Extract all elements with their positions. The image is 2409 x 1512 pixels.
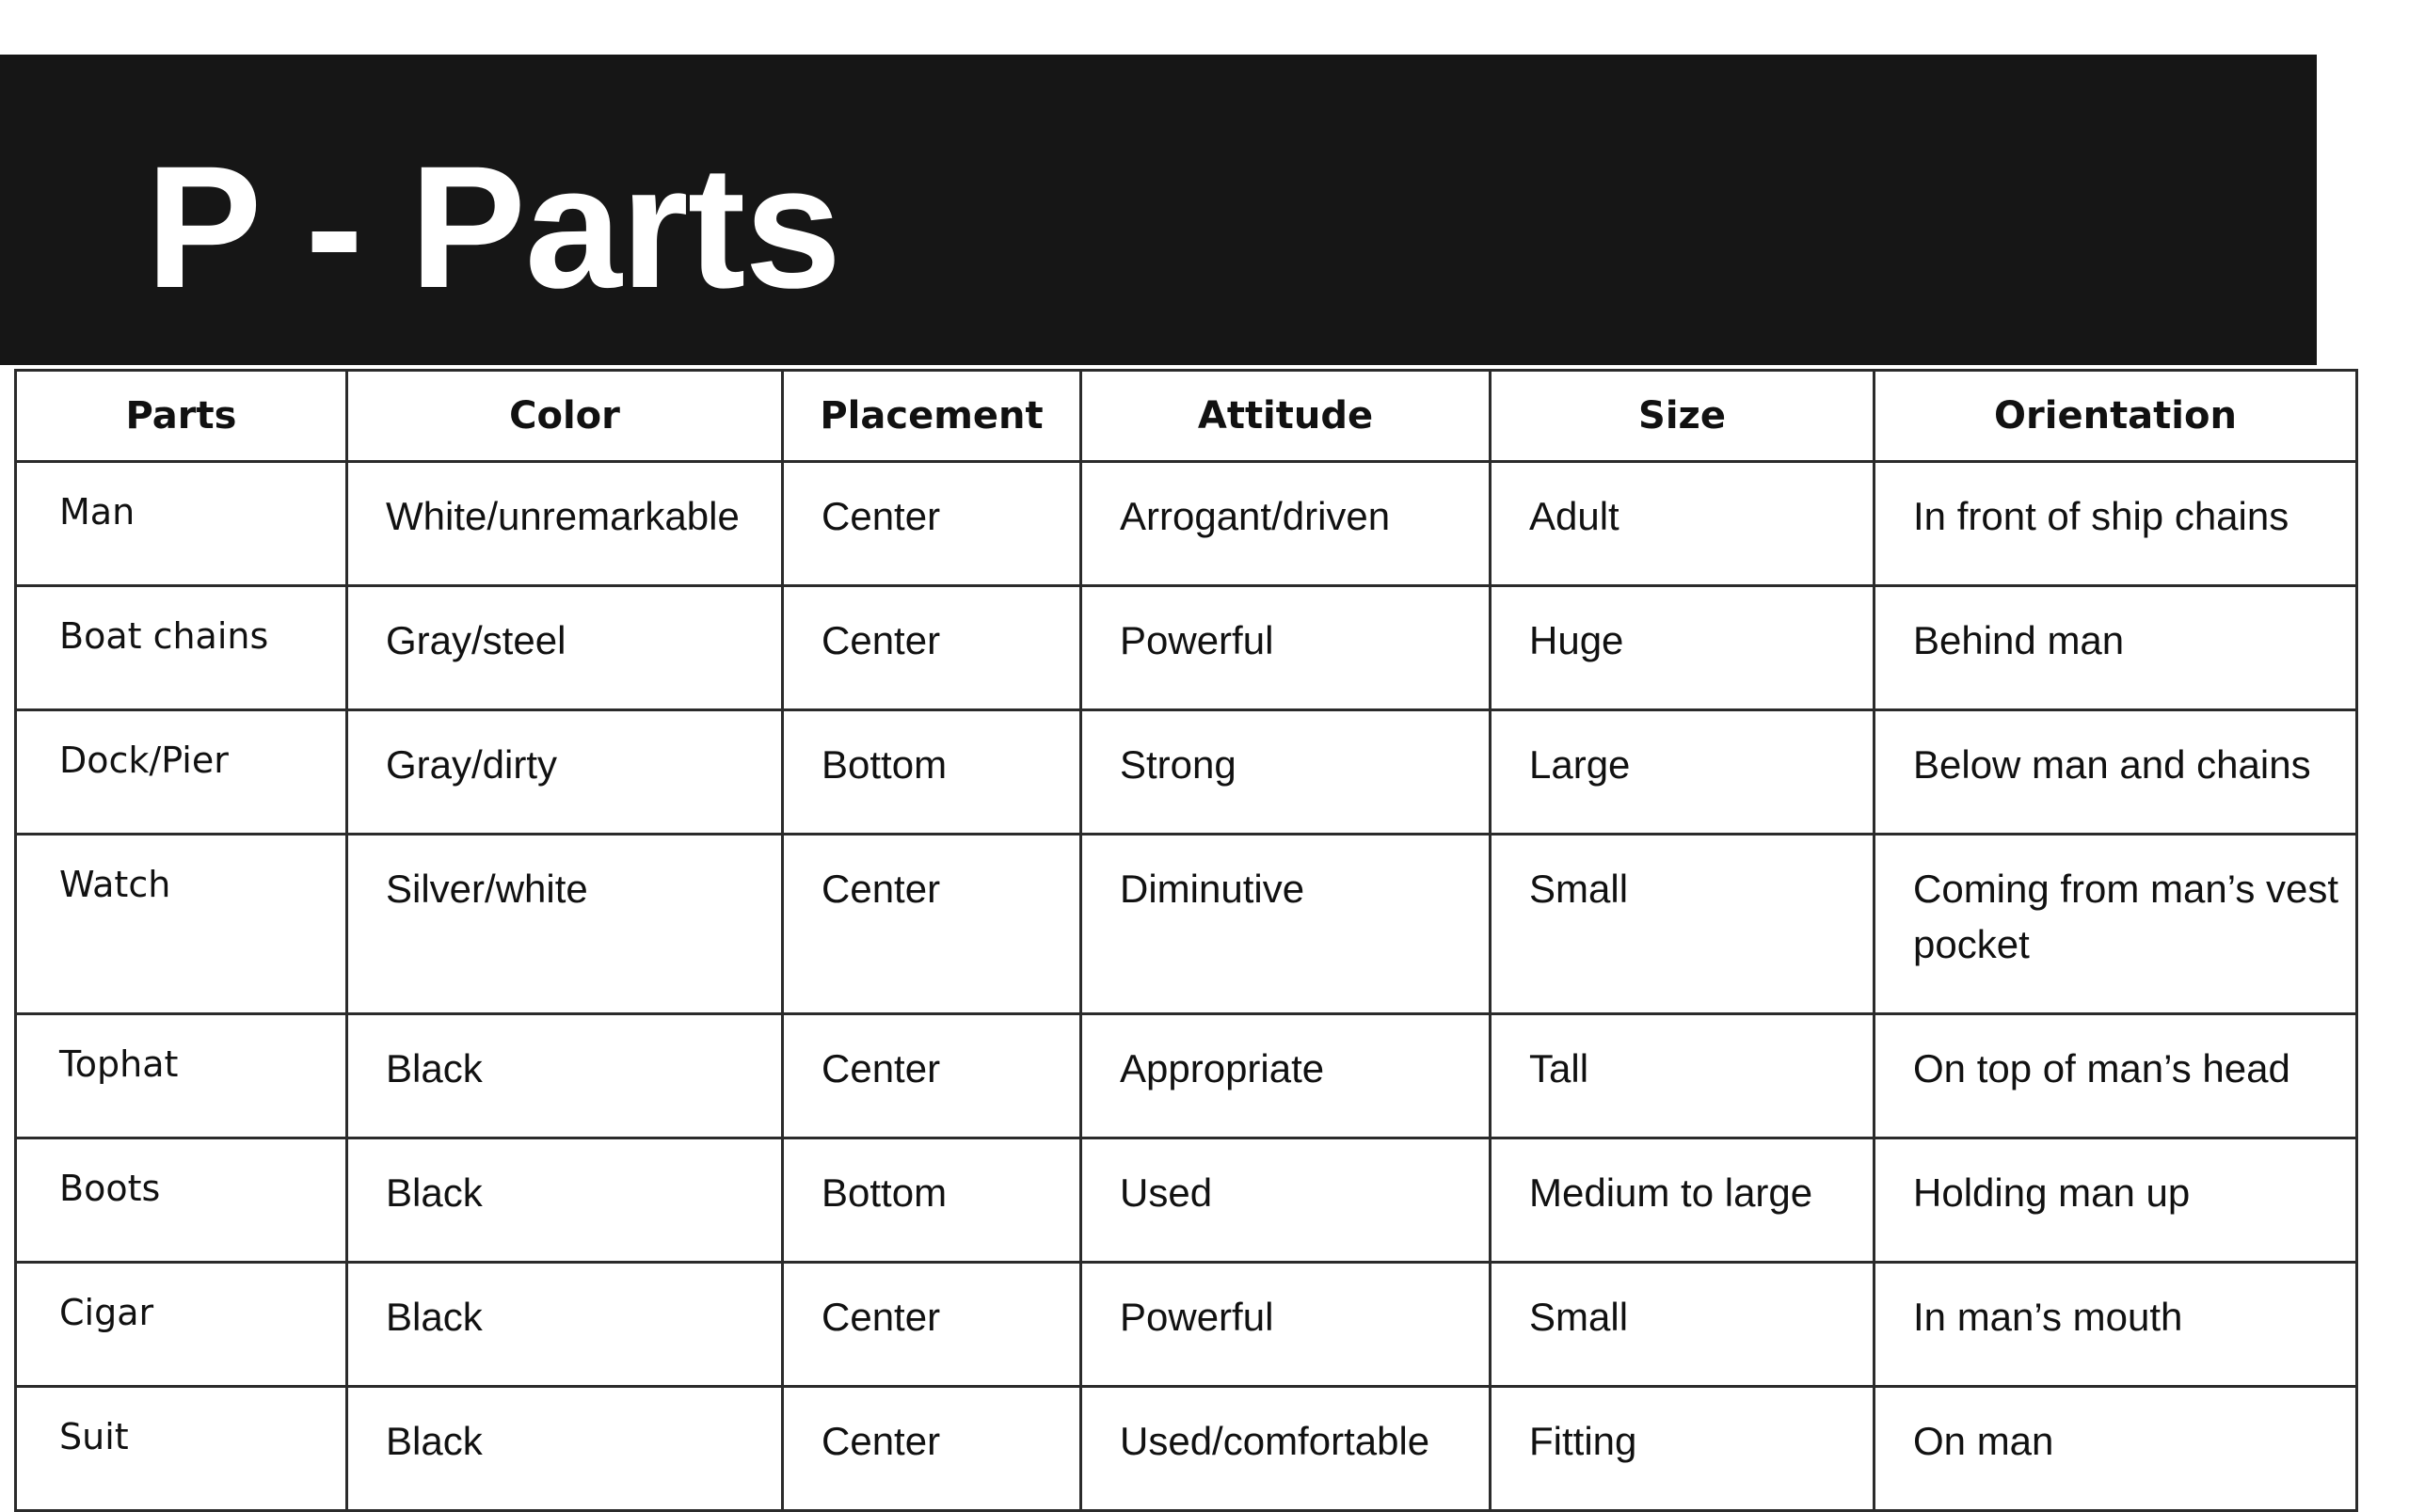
cell-part: Tophat — [16, 1014, 347, 1138]
cell-attitude: Used — [1081, 1138, 1491, 1263]
cell-color: Gray/dirty — [347, 710, 783, 835]
cell-attitude: Used/comfortable — [1081, 1387, 1491, 1511]
header-color: Color — [347, 371, 783, 462]
cell-color: Gray/steel — [347, 586, 783, 710]
cell-part: Cigar — [16, 1263, 347, 1387]
cell-placement: Center — [783, 835, 1081, 1014]
cell-placement: Center — [783, 586, 1081, 710]
cell-size: Tall — [1491, 1014, 1875, 1138]
cell-placement: Center — [783, 1014, 1081, 1138]
table-row — [16, 1014, 2357, 1138]
cell-attitude: Appropriate — [1081, 1014, 1491, 1138]
table-row — [16, 586, 2357, 710]
cell-orientation: Holding man up — [1875, 1138, 2357, 1263]
cell-orientation: Below man and chains — [1875, 710, 2357, 835]
cell-size: Small — [1491, 1263, 1875, 1387]
cell-orientation: On top of man’s head — [1875, 1014, 2357, 1138]
cell-orientation: Behind man — [1875, 586, 2357, 710]
cell-attitude: Powerful — [1081, 1263, 1491, 1387]
cell-orientation: In man’s mouth — [1875, 1263, 2357, 1387]
cell-color: Black — [347, 1014, 783, 1138]
header-orientation: Orientation — [1875, 371, 2357, 462]
header-placement: Placement — [783, 371, 1081, 462]
cell-size: Large — [1491, 710, 1875, 835]
table-row — [16, 462, 2357, 586]
cell-orientation: In front of ship chains — [1875, 462, 2357, 586]
cell-size: Fitting — [1491, 1387, 1875, 1511]
cell-placement: Center — [783, 462, 1081, 586]
table-row — [16, 1263, 2357, 1387]
cell-part: Boat chains — [16, 586, 347, 710]
table-row — [16, 835, 2357, 1014]
table-row — [16, 710, 2357, 835]
cell-part: Suit — [16, 1387, 347, 1511]
cell-color: Black — [347, 1263, 783, 1387]
cell-size: Medium to large — [1491, 1138, 1875, 1263]
cell-placement: Bottom — [783, 1138, 1081, 1263]
cell-attitude: Strong — [1081, 710, 1491, 835]
cell-color: Black — [347, 1387, 783, 1511]
header-attitude: Attitude — [1081, 371, 1491, 462]
cell-part: Boots — [16, 1138, 347, 1263]
table-row — [16, 1387, 2357, 1511]
cell-attitude: Powerful — [1081, 586, 1491, 710]
cell-part: Man — [16, 462, 347, 586]
cell-placement: Center — [783, 1387, 1081, 1511]
header-parts: Parts — [16, 371, 347, 462]
cell-orientation: Coming from man’s vest pocket — [1875, 835, 2357, 1014]
cell-color: White/unremarkable — [347, 462, 783, 586]
cell-attitude: Diminutive — [1081, 835, 1491, 1014]
cell-part: Dock/Pier — [16, 710, 347, 835]
parts-table — [14, 369, 2358, 1512]
header-size: Size — [1491, 371, 1875, 462]
cell-part: Watch — [16, 835, 347, 1014]
cell-placement: Center — [783, 1263, 1081, 1387]
table-header-row — [16, 371, 2357, 462]
cell-placement: Bottom — [783, 710, 1081, 835]
table-row — [16, 1138, 2357, 1263]
cell-orientation: On man — [1875, 1387, 2357, 1511]
cell-attitude: Arrogant/driven — [1081, 462, 1491, 586]
cell-color: Silver/white — [347, 835, 783, 1014]
cell-size: Small — [1491, 835, 1875, 1014]
cell-size: Huge — [1491, 586, 1875, 710]
cell-size: Adult — [1491, 462, 1875, 586]
cell-color: Black — [347, 1138, 783, 1263]
slide-title: P - Parts — [146, 131, 841, 325]
